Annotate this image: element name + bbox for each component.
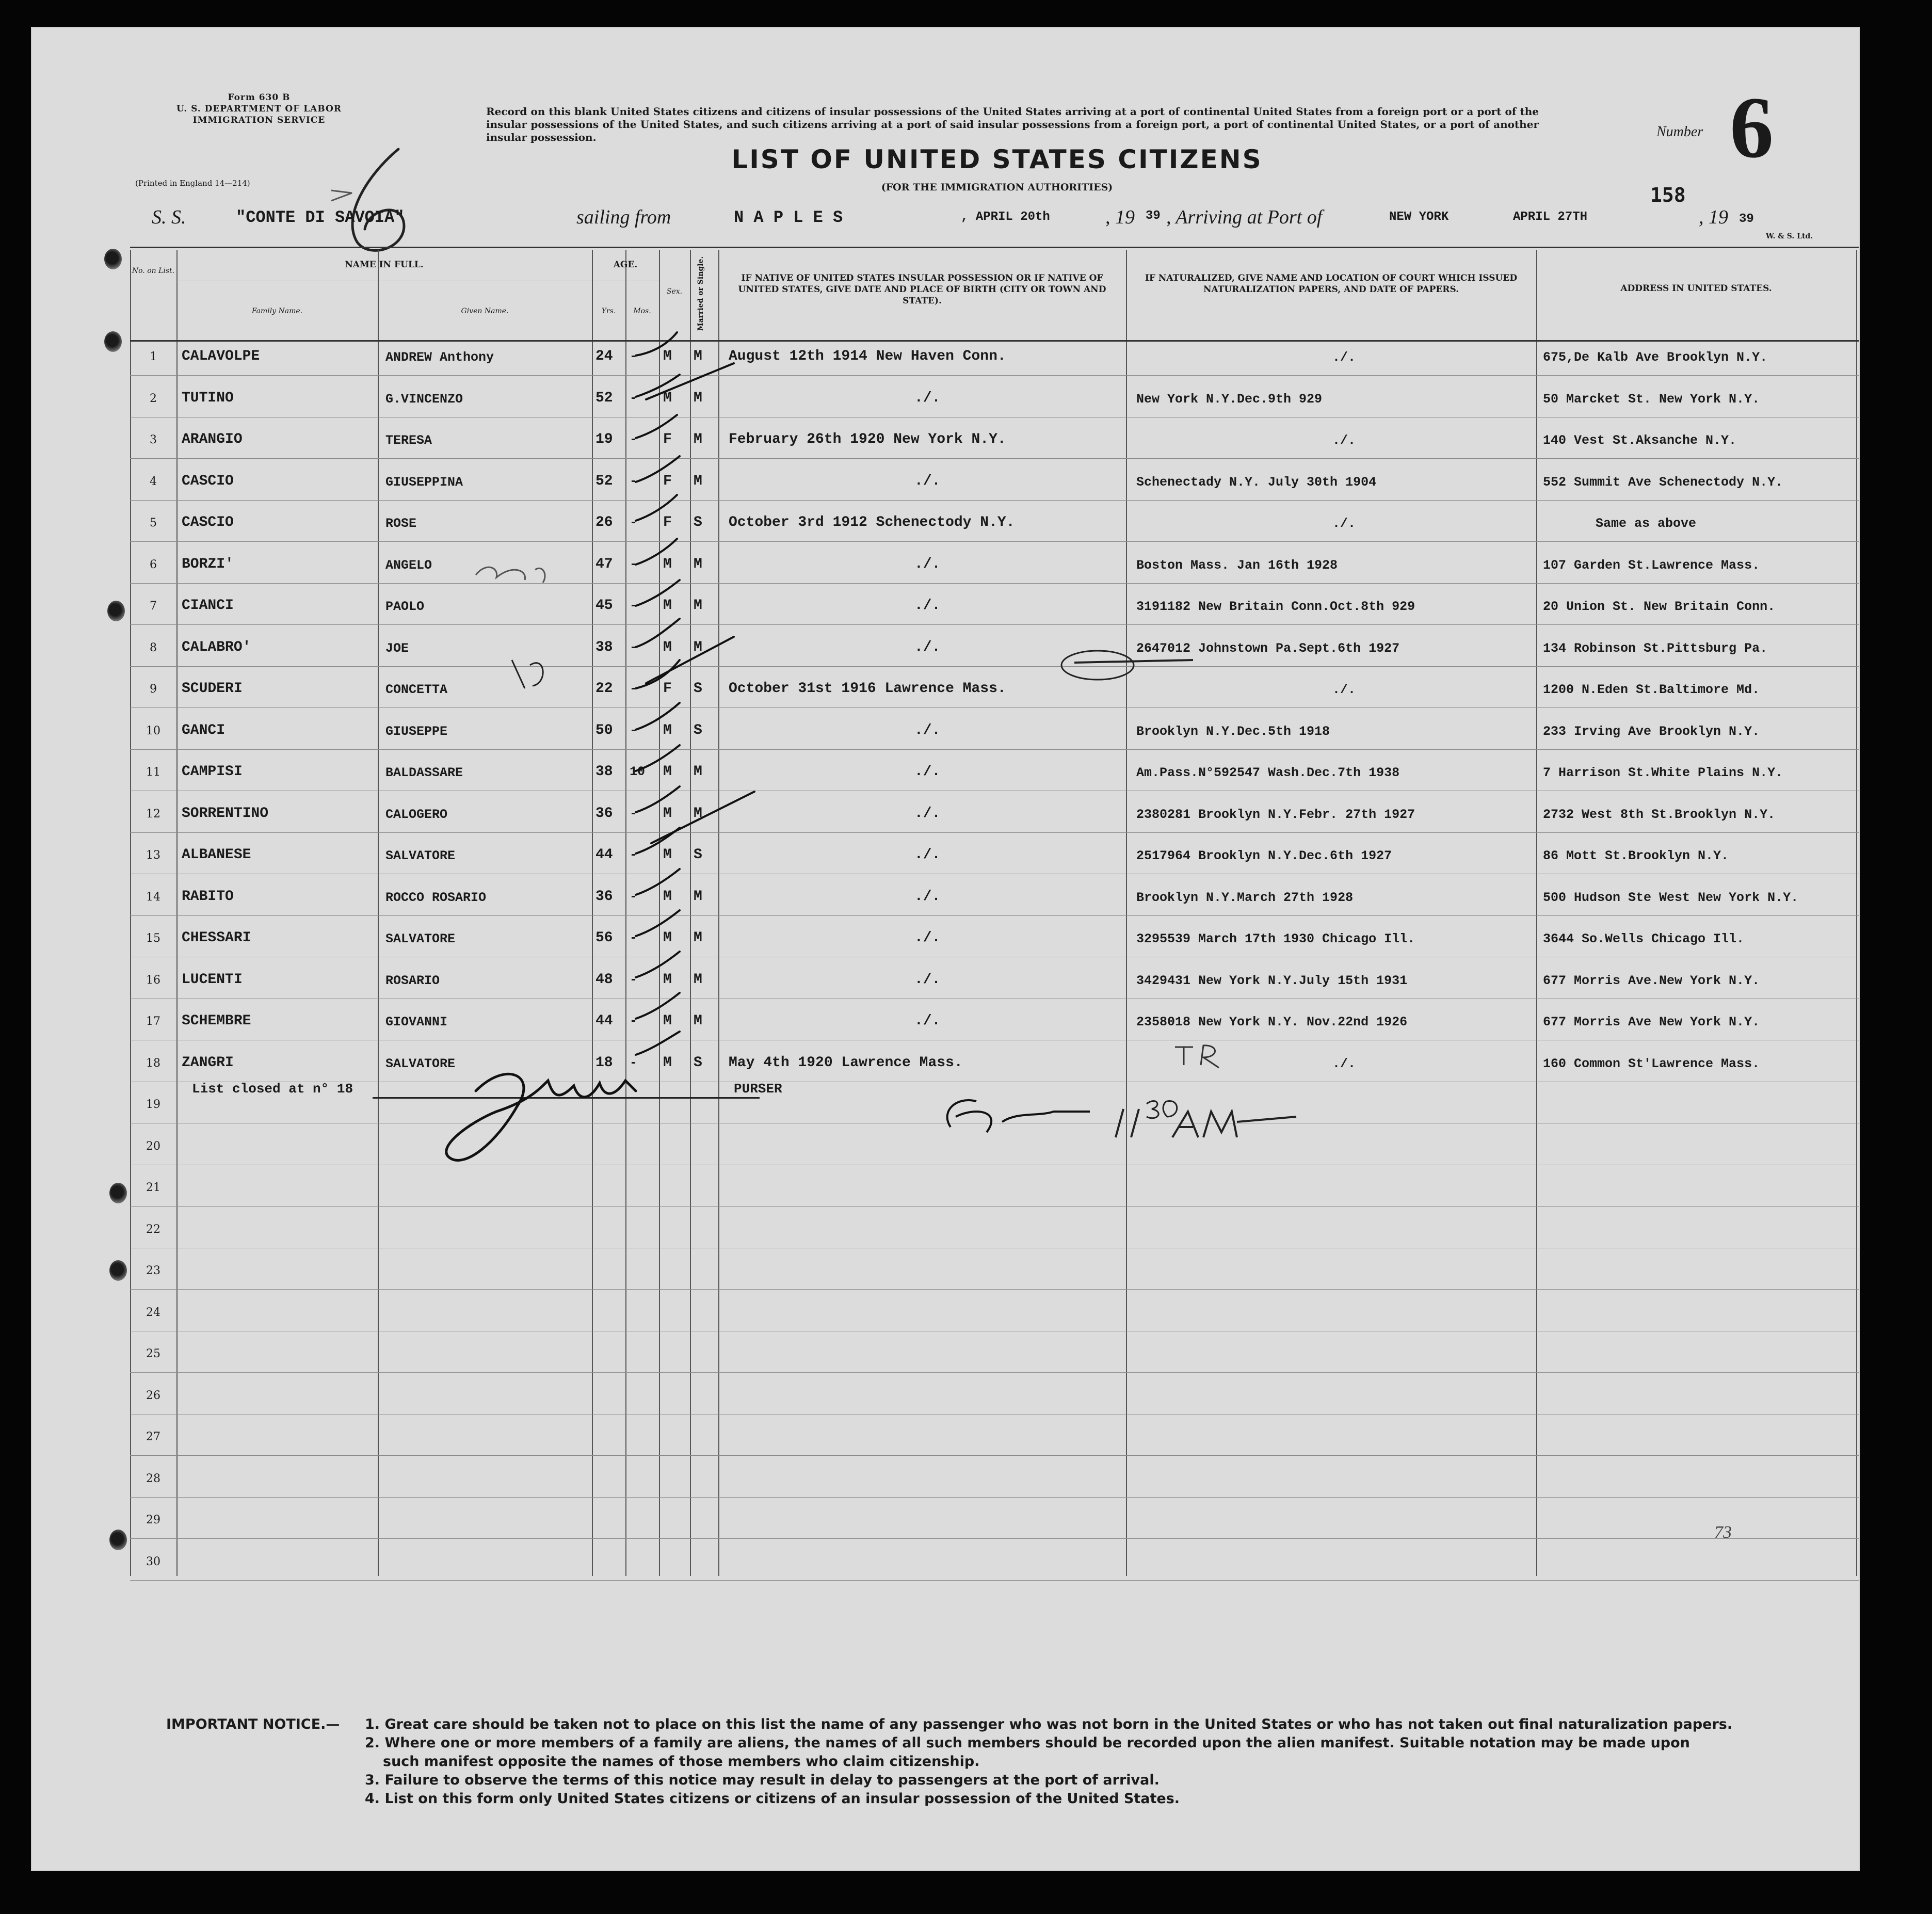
row-number: 27 — [146, 1430, 160, 1443]
marital-status: M — [694, 1013, 702, 1029]
sex: F — [663, 514, 672, 530]
column-rule — [1126, 250, 1127, 1576]
column-rule — [718, 250, 719, 1576]
birth-info: ./. — [914, 390, 941, 406]
us-address: Same as above — [1596, 516, 1697, 531]
age-months: - — [630, 1055, 638, 1070]
sex: F — [663, 473, 672, 489]
header-address: ADDRESS IN UNITED STATES. — [1620, 283, 1772, 294]
row-rule — [130, 707, 1859, 708]
birth-info: May 4th 1920 Lawrence Mass. — [729, 1054, 963, 1071]
notice-item: 1. Great care should be taken not to place on this list the name of any passenger who was not born in the United States or who has not taken out final naturalization papers. — [365, 1716, 1733, 1732]
row-number: 16 — [146, 973, 160, 987]
naturalization-info: Am.Pass.N°592547 Wash.Dec.7th 1938 — [1136, 765, 1400, 780]
birth-info: ./. — [914, 847, 941, 863]
sex: M — [663, 805, 672, 822]
us-address: 675,De Kalb Ave Brooklyn N.Y. — [1543, 350, 1768, 365]
tr-note — [1172, 1039, 1173, 1056]
birth-info: ./. — [914, 930, 941, 946]
given-name: SALVATORE — [385, 1056, 456, 1071]
row-rule — [130, 666, 1859, 667]
age-years: 26 — [595, 514, 613, 530]
row-number: 24 — [146, 1306, 160, 1319]
row-rule — [130, 541, 1859, 542]
row-number: 15 — [146, 932, 160, 945]
punch-hole — [107, 601, 125, 621]
given-name: ANDREW Anthony — [385, 350, 494, 365]
naturalization-info: Boston Mass. Jan 16th 1928 — [1136, 557, 1338, 573]
age-years: 52 — [595, 473, 613, 489]
column-rule — [130, 250, 131, 1576]
row-rule — [130, 1372, 1859, 1373]
notice-item: 4. List on this form only United States citizens or citizens of an insular possession of the United States. — [365, 1791, 1180, 1807]
given-name: ROSE — [385, 516, 417, 531]
header-naturalized: IF NATURALIZED, GIVE NAME AND LOCATION OF COURT WHICH ISSUED NATURALIZATION PAPERS, AND DATE OF PAPERS. — [1145, 273, 1518, 295]
sex: M — [663, 888, 672, 905]
age-years: 44 — [595, 1013, 613, 1029]
age-months: - — [630, 972, 638, 987]
age-years: 38 — [595, 639, 613, 655]
family-name: CALAVOLPE — [182, 348, 260, 364]
marital-status: S — [694, 514, 702, 530]
row-number: 8 — [150, 641, 157, 654]
birth-info: ./. — [914, 722, 941, 738]
column-rule — [625, 250, 626, 1576]
arrival-port: NEW YORK — [1389, 210, 1449, 224]
birth-info: October 31st 1916 Lawrence Mass. — [729, 681, 1006, 697]
us-address: 677 Morris Ave.New York N.Y. — [1543, 973, 1760, 988]
age-months: - — [630, 722, 638, 738]
header-married-single: Married or Single. — [697, 256, 705, 331]
row-number: 30 — [146, 1555, 160, 1568]
naturalization-info: New York N.Y.Dec.9th 929 — [1136, 391, 1323, 407]
family-name: LUCENTI — [182, 971, 243, 988]
punch-hole — [109, 1530, 127, 1550]
us-address: 7 Harrison St.White Plains N.Y. — [1543, 765, 1783, 780]
age-months: - — [630, 847, 638, 862]
header-birth: IF NATIVE OF UNITED STATES INSULAR POSSESSION OR IF NATIVE OF UNITED STATES, GIVE DATE AND PLACE OF BIRTH (CITY OR TOWN AND STATE). — [738, 273, 1106, 306]
row-number: 17 — [146, 1015, 160, 1028]
sex: F — [663, 431, 672, 447]
marital-status: S — [694, 681, 702, 697]
row-rule — [130, 500, 1859, 501]
given-name: BALDASSARE — [385, 765, 463, 780]
us-address: 500 Hudson Ste West New York N.Y. — [1543, 890, 1799, 905]
given-name: G.VINCENZO — [385, 391, 463, 407]
marital-status: M — [694, 556, 702, 572]
notice-item: 2. Where one or more members of a family are aliens, the names of all such members should be recorded upon the alien manifest. Suitable notation may be made upon — [365, 1735, 1690, 1751]
age-months: - — [630, 681, 638, 696]
header-rule — [130, 247, 1859, 248]
punch-hole — [104, 249, 122, 269]
marital-status: M — [694, 764, 702, 780]
naturalization-info: 3295539 March 17th 1930 Chicago Ill. — [1136, 931, 1415, 946]
sex: M — [663, 1054, 672, 1071]
age-months: 10 — [630, 764, 646, 779]
given-name: CALOGERO — [385, 807, 448, 822]
family-name: BORZI' — [182, 556, 234, 572]
header-bottom-rule — [130, 340, 1859, 342]
row-rule — [130, 915, 1859, 916]
row-number: 1 — [150, 350, 157, 363]
arrival-date: APRIL 27TH — [1513, 210, 1588, 224]
row-rule — [130, 458, 1859, 459]
row-number: 19 — [146, 1098, 160, 1111]
age-years: 36 — [595, 888, 613, 905]
birth-info: ./. — [914, 556, 941, 572]
list-number: 6 — [1730, 79, 1774, 176]
row-number: 11 — [146, 766, 160, 779]
passenger-table — [130, 250, 1859, 1612]
given-name: JOE — [385, 640, 409, 656]
row-number: 22 — [146, 1223, 160, 1236]
us-address: 2732 West 8th St.Brooklyn N.Y. — [1543, 807, 1776, 822]
age-months: - — [630, 930, 638, 945]
stamp-number: 158 — [1650, 184, 1686, 206]
header-mos: Mos. — [633, 307, 651, 315]
sex: F — [663, 681, 672, 697]
birth-info: ./. — [914, 473, 941, 489]
ss-label: S. S. — [152, 206, 186, 228]
family-name: CALABRO' — [182, 639, 251, 655]
family-name: GANCI — [182, 722, 226, 738]
signature-line — [373, 1097, 760, 1099]
sailing-label: sailing from — [576, 206, 671, 228]
voyage-line — [32, 206, 1859, 232]
row-number: 25 — [146, 1347, 160, 1360]
given-name: GIUSEPPINA — [385, 474, 463, 490]
birth-info: ./. — [914, 805, 941, 822]
given-name: TERESA — [385, 433, 432, 448]
column-rule — [1536, 250, 1537, 1576]
given-name: ANGELO — [385, 557, 432, 573]
naturalization-info: 3191182 New Britain Conn.Oct.8th 929 — [1136, 599, 1415, 614]
row-number: 7 — [150, 600, 157, 613]
row-number: 14 — [146, 890, 160, 904]
row-number: 26 — [146, 1389, 160, 1402]
age-months: - — [630, 349, 638, 364]
given-name: GIOVANNI — [385, 1015, 448, 1030]
row-rule — [130, 1497, 1859, 1498]
department: U. S. DEPARTMENT OF LABOR — [176, 104, 342, 114]
family-name: ZANGRI — [182, 1054, 234, 1071]
age-years: 47 — [595, 556, 613, 572]
us-address: 160 Common St'Lawrence Mass. — [1543, 1056, 1760, 1071]
given-name: ROSARIO — [385, 973, 440, 988]
marital-status: M — [694, 805, 702, 822]
marital-status: S — [694, 847, 702, 863]
row-number: 10 — [146, 724, 160, 737]
naturalization-info: ./. — [1332, 433, 1356, 448]
age-months: - — [630, 556, 638, 572]
page-subtitle: (FOR THE IMMIGRATION AUTHORITIES) — [881, 182, 1113, 193]
row-number: 28 — [146, 1472, 160, 1485]
row-number: 4 — [150, 475, 157, 488]
notice-heading: IMPORTANT NOTICE.— — [166, 1716, 340, 1732]
birth-info: ./. — [914, 971, 941, 988]
arriving-label: , Arriving at Port of — [1166, 206, 1323, 228]
family-name: ALBANESE — [182, 847, 251, 863]
page-title: LIST OF UNITED STATES CITIZENS — [731, 144, 1263, 174]
row-number: 20 — [146, 1139, 160, 1153]
us-address: 1200 N.Eden St.Baltimore Md. — [1543, 682, 1760, 697]
age-months: - — [630, 515, 638, 530]
marital-status: M — [694, 888, 702, 905]
punch-hole — [104, 331, 122, 352]
row-rule — [130, 1206, 1859, 1207]
row-number: 9 — [150, 683, 157, 696]
us-address: 3644 So.Wells Chicago Ill. — [1543, 931, 1745, 946]
family-name: RABITO — [182, 888, 234, 905]
row-number: 3 — [150, 433, 157, 446]
naturalization-info: Brooklyn N.Y.Dec.5th 1918 — [1136, 723, 1330, 739]
us-address: 233 Irving Ave Brooklyn N.Y. — [1543, 723, 1760, 739]
printed-in-note: (Printed in England 14—214) — [135, 179, 250, 188]
column-rule — [690, 250, 691, 1576]
age-months: - — [630, 639, 638, 655]
naturalization-info: 2358018 New York N.Y. Nov.22nd 1926 — [1136, 1015, 1408, 1030]
punch-hole — [109, 1260, 127, 1281]
record-instructions: Record on this blank United States citizens and citizens of insular possessions of the United States arriving at a port of continental United States from a foreign port or a port of the insular possessions of the United States, and such citizens arriving at a port of said insular possessions from a foreign port, a port of continental United States, or a port of another insular possession. — [486, 105, 1539, 143]
given-name: SALVATORE — [385, 848, 456, 863]
year-prefix: , 19 — [1699, 206, 1728, 228]
form-meta — [135, 92, 383, 126]
sex: M — [663, 1013, 672, 1029]
marital-status: M — [694, 639, 702, 655]
age-years: 52 — [595, 390, 613, 406]
sex: M — [663, 556, 672, 572]
sex: M — [663, 971, 672, 988]
row-number: 21 — [146, 1181, 160, 1194]
header-sex: Sex. — [666, 287, 683, 296]
sail-date: , APRIL 20th — [961, 210, 1050, 224]
marital-status: S — [694, 722, 702, 738]
age-years: 44 — [595, 847, 613, 863]
birth-info: ./. — [914, 598, 941, 614]
marital-status: M — [694, 390, 702, 406]
given-name: GIUSEPPE — [385, 723, 448, 739]
column-rule — [592, 250, 593, 1576]
row-rule — [130, 375, 1859, 376]
sex: M — [663, 722, 672, 738]
age-years: 18 — [595, 1054, 613, 1071]
column-rule — [1856, 250, 1857, 1576]
row-number: 18 — [146, 1056, 160, 1070]
margin-note: 73 — [1714, 1523, 1732, 1542]
naturalization-info: 3429431 New York N.Y.July 15th 1931 — [1136, 973, 1408, 988]
row-number: 23 — [146, 1264, 160, 1277]
age-months: - — [630, 806, 638, 821]
us-address: 552 Summit Ave Schenectody N.Y. — [1543, 474, 1783, 490]
row-rule — [130, 1455, 1859, 1456]
row-number: 6 — [150, 558, 157, 571]
us-address: 20 Union St. New Britain Conn. — [1543, 599, 1776, 614]
birth-info: October 3rd 1912 Schenectody N.Y. — [729, 514, 1015, 530]
row-number: 29 — [146, 1514, 160, 1526]
us-address: 50 Marcket St. New York N.Y. — [1543, 391, 1760, 407]
marital-status: M — [694, 971, 702, 988]
given-name: SALVATORE — [385, 931, 456, 946]
list-closed: List closed at n° 18 — [192, 1081, 353, 1097]
birth-info: August 12th 1914 New Haven Conn. — [729, 348, 1006, 364]
family-name: ARANGIO — [182, 431, 243, 447]
age-years: 22 — [595, 681, 613, 697]
age-years: 50 — [595, 722, 613, 738]
row-rule — [130, 624, 1859, 625]
sex: M — [663, 764, 672, 780]
birth-info: ./. — [914, 639, 941, 655]
family-name: CASCIO — [182, 473, 234, 489]
number-label: Number — [1656, 124, 1703, 140]
birth-info: ./. — [914, 764, 941, 780]
age-months: - — [630, 1014, 638, 1028]
birth-info: February 26th 1920 New York N.Y. — [729, 431, 1006, 447]
birth-info: ./. — [914, 888, 941, 905]
row-rule — [130, 1538, 1859, 1539]
row-number: 5 — [150, 517, 157, 529]
sex: M — [663, 348, 672, 364]
header-yrs: Yrs. — [601, 307, 616, 315]
row-number: 12 — [146, 807, 160, 821]
family-name: SORRENTINO — [182, 805, 269, 822]
header-given-name: Given Name. — [461, 307, 509, 315]
naturalization-info: ./. — [1332, 516, 1356, 531]
naturalization-info: 2380281 Brooklyn N.Y.Febr. 27th 1927 — [1136, 807, 1415, 822]
age-years: 38 — [595, 764, 613, 780]
header-name-in-full: NAME IN FULL. — [345, 260, 424, 270]
marital-status: M — [694, 473, 702, 489]
marital-status: S — [694, 1054, 702, 1071]
service: IMMIGRATION SERVICE — [192, 115, 326, 125]
ship-name: "CONTE DI SAVOIA" — [236, 208, 405, 227]
naturalization-info: ./. — [1332, 682, 1356, 697]
age-months: - — [630, 889, 638, 904]
us-address: 86 Mott St.Brooklyn N.Y. — [1543, 848, 1729, 863]
sex: M — [663, 639, 672, 655]
header-no-on-list: No. on List. — [132, 267, 175, 275]
naturalization-info: ./. — [1332, 1056, 1356, 1071]
age-years: 56 — [595, 930, 613, 946]
pencil-mark — [321, 144, 455, 258]
age-years: 19 — [595, 431, 613, 447]
column-rule — [176, 250, 178, 1576]
manifest-page — [31, 27, 1860, 1871]
age-years: 45 — [595, 598, 613, 614]
marital-status: M — [694, 598, 702, 614]
naturalization-info: Brooklyn N.Y.March 27th 1928 — [1136, 890, 1354, 905]
sex: M — [663, 390, 672, 406]
age-months: - — [630, 432, 638, 447]
age-months: - — [630, 473, 638, 489]
given-name: PAOLO — [385, 599, 425, 614]
age-months: - — [630, 598, 638, 613]
row-number: 2 — [150, 392, 157, 405]
punch-hole — [109, 1183, 127, 1203]
family-name: CASCIO — [182, 514, 234, 530]
family-name: SCHEMBRE — [182, 1013, 251, 1029]
birth-info: ./. — [914, 1013, 941, 1029]
age-years: 48 — [595, 971, 613, 988]
time-note — [1255, 1106, 1258, 1123]
us-address: 677 Morris Ave New York N.Y. — [1543, 1015, 1760, 1030]
marital-status: M — [694, 930, 702, 946]
notice-item: 3. Failure to observe the terms of this notice may result in delay to passengers at the port of arrival. — [365, 1772, 1160, 1788]
sex: M — [663, 930, 672, 946]
family-name: TUTINO — [182, 390, 234, 406]
naturalization-info: Schenectady N.Y. July 30th 1904 — [1136, 474, 1377, 490]
notice-item-continued: such manifest opposite the names of those members who claim citizenship. — [383, 1754, 980, 1770]
column-rule — [659, 250, 660, 1576]
from-port: N A P L E S — [734, 208, 843, 227]
given-name: CONCETTA — [385, 682, 448, 697]
naturalization-info: 2647012 Johnstown Pa.Sept.6th 1927 — [1136, 640, 1400, 656]
sail-year: 39 — [1146, 209, 1161, 223]
row-number: 13 — [146, 849, 160, 862]
header-family-name: Family Name. — [251, 307, 303, 315]
sex: M — [663, 598, 672, 614]
us-address: 107 Garden St.Lawrence Mass. — [1543, 557, 1760, 573]
row-rule — [130, 1580, 1859, 1581]
printer-mark: W. & S. Ltd. — [1766, 232, 1813, 240]
given-name: ROCCO ROSARIO — [385, 890, 487, 905]
row-rule — [130, 832, 1859, 833]
row-rule — [130, 583, 1859, 584]
family-name: SCUDERI — [182, 681, 243, 697]
age-years: 36 — [595, 805, 613, 822]
purser-label: PURSER — [734, 1081, 782, 1097]
us-address: 140 Vest St.Aksanche N.Y. — [1543, 433, 1737, 448]
column-rule — [378, 312, 379, 1576]
sex: M — [663, 847, 672, 863]
marital-status: M — [694, 348, 702, 364]
year-prefix: , 19 — [1105, 206, 1135, 228]
family-name: CIANCI — [182, 598, 234, 614]
naturalization-info: 2517964 Brooklyn N.Y.Dec.6th 1927 — [1136, 848, 1392, 863]
row-rule — [130, 749, 1859, 750]
age-years: 24 — [595, 348, 613, 364]
marital-status: M — [694, 431, 702, 447]
naturalization-info: ./. — [1332, 350, 1356, 365]
form-number: Form 630 B — [228, 92, 291, 103]
row-rule — [130, 1289, 1859, 1290]
family-name: CHESSARI — [182, 930, 251, 946]
family-name: CAMPISI — [182, 764, 243, 780]
age-months: - — [630, 390, 638, 406]
arrival-year: 39 — [1739, 212, 1754, 226]
header-age: AGE. — [613, 260, 638, 270]
us-address: 134 Robinson St.Pittsburg Pa. — [1543, 640, 1768, 656]
